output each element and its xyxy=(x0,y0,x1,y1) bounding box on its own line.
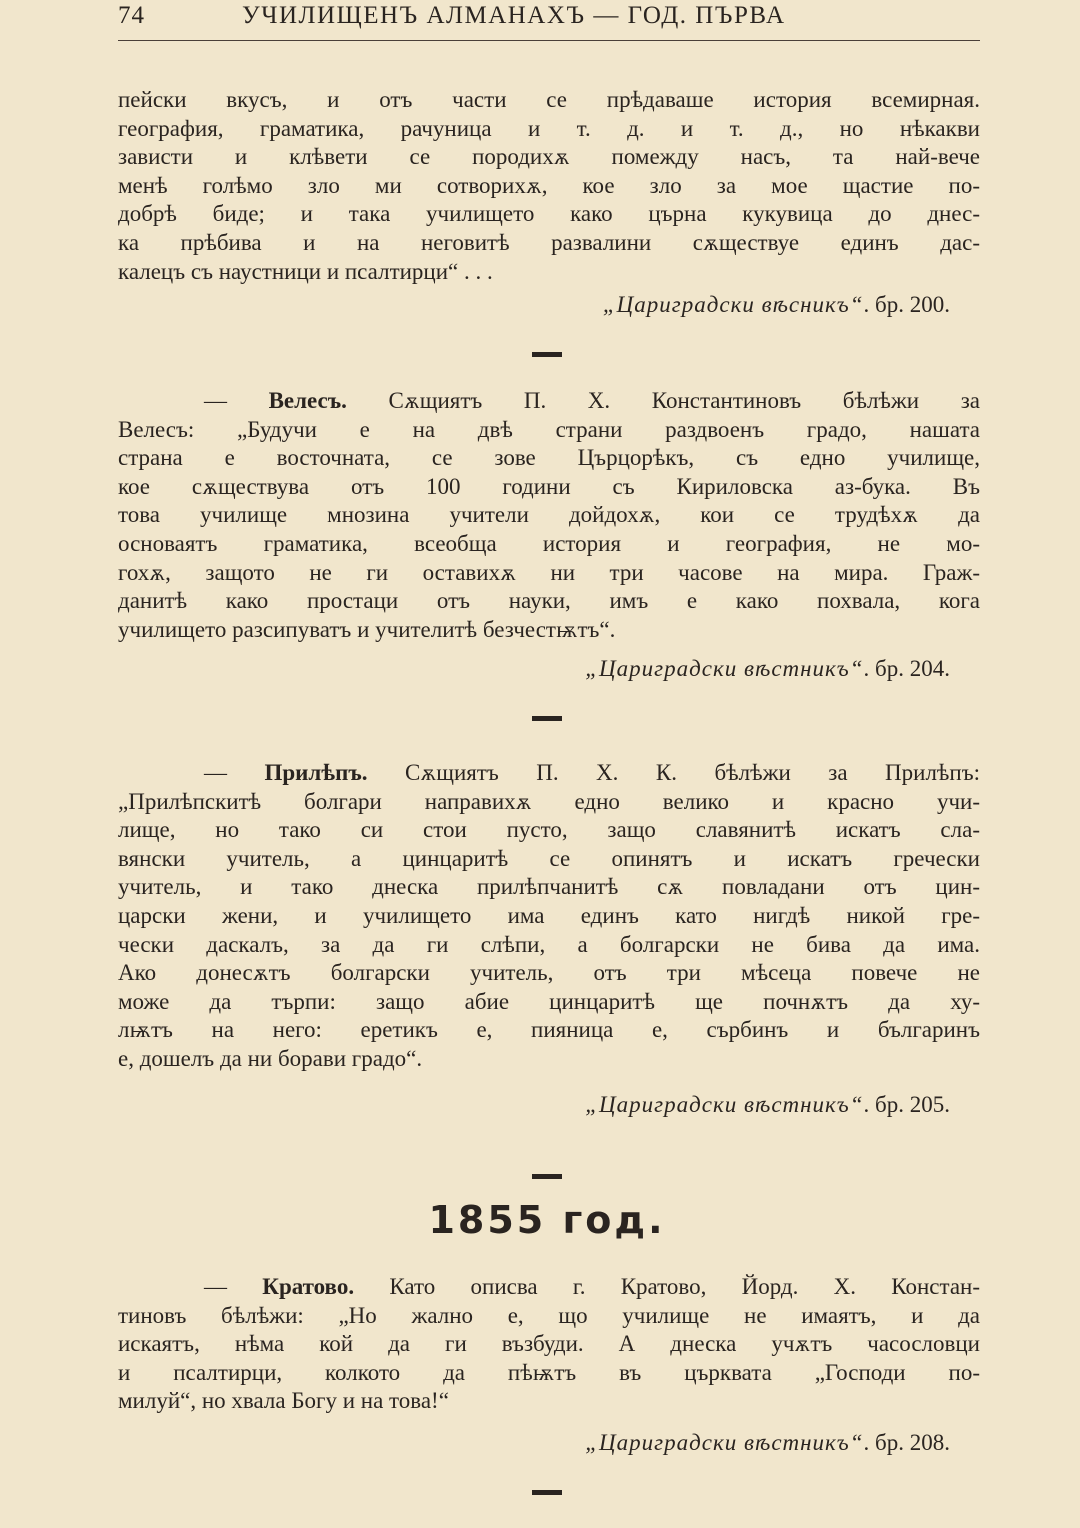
text-line: калецъ съ наустници и псалтирци“ . . . xyxy=(118,258,493,284)
page-number: 74 xyxy=(118,2,145,29)
entry-first-line xyxy=(118,387,980,416)
dash: — xyxy=(204,388,227,413)
source-citation xyxy=(585,656,950,682)
source-issue: . бр. 200. xyxy=(863,292,950,317)
text-line: училището разсипуватъ и учителитѣ безчестѭтъ“. xyxy=(118,616,616,642)
text-fragment: Сѫщиятъ П. Х. Константиновъ бѣлѣжи за xyxy=(346,388,980,413)
text-line: менѣ голѣмо зло ми сотворихѫ, кое зло за мое щастие по- xyxy=(118,172,980,198)
text-line: ка прѣбива и на неговитѣ развалини сѫществуе единъ дас- xyxy=(118,229,980,255)
page-header xyxy=(118,0,980,41)
entry-kratovo xyxy=(118,1273,980,1416)
text-line: и псалтирци, колкото да пѣѭтъ въ църквата „Господи по- xyxy=(118,1359,980,1385)
source-citation xyxy=(585,1092,950,1118)
section-divider xyxy=(532,352,562,357)
running-head: УЧИЛИЩЕНЪ АЛМАНАХЪ — ГОД. ПЪРВА xyxy=(242,2,786,29)
text-fragment: Сѫщиятъ П. Х. К. бѣлѣжи за Прилѣпъ: xyxy=(367,760,980,785)
source-issue: . бр. 204. xyxy=(863,656,950,681)
section-divider xyxy=(532,716,562,721)
text-line: тиновъ бѣлѣжи: „Но жално е, що училище не имаятъ, и да xyxy=(118,1302,980,1328)
text-line: може да търпи: защо абие цинцаритѣ ще почнѫтъ да ху- xyxy=(118,988,980,1014)
source-issue: . бр. 205. xyxy=(863,1092,950,1117)
text-line: милуй“, но хвала Богу и на това!“ xyxy=(118,1388,449,1414)
source-title: „Цариградски вѣсникъ“ xyxy=(602,292,864,317)
year-heading: 1855 год. xyxy=(428,1198,666,1242)
text-fragment: Като описва г. Кратово, Йорд. Х. Констан- xyxy=(354,1274,980,1299)
text-line: лѭтъ на него: еретикъ е, пияница е, сърбинъ и българинъ xyxy=(118,1017,980,1043)
entry-prilep xyxy=(118,759,980,1074)
source-citation xyxy=(603,292,950,318)
text-line: вянски учитель, а цинцаритѣ се опинятъ и искатъ гречески xyxy=(118,845,980,871)
place-name: Велесъ. xyxy=(268,388,347,413)
entry-veles xyxy=(118,387,980,644)
text-line: Ако донесѫтъ болгарски учитель, отъ три мѣсеца повече не xyxy=(118,960,980,986)
dash: — xyxy=(204,760,227,785)
source-title: „Цариградски вѣстникъ“ xyxy=(585,1092,864,1117)
text-line: това училище мнозина учители дойдохѫ, кои се трудѣхѫ да xyxy=(118,502,980,528)
entry-first-line xyxy=(118,1273,980,1302)
section-divider xyxy=(532,1490,562,1495)
place-name: Кратово. xyxy=(262,1274,355,1299)
section-divider xyxy=(532,1174,562,1179)
text-line: е, дошелъ да ни борави градо“. xyxy=(118,1045,423,1071)
text-line: гохѫ, защото не ги оставихѫ ни три часове на мира. Граж- xyxy=(118,559,980,585)
text-line: данитѣ како простаци отъ науки, имъ е како похвала, кога xyxy=(118,588,980,614)
text-line: зависти и клѣвети се породихѫ помежду насъ, та най-вече xyxy=(118,144,980,170)
text-line: лище, но тако си стои пусто, защо славянитѣ искатъ сла- xyxy=(118,817,980,843)
source-issue: . бр. 208. xyxy=(863,1430,950,1455)
text-line: учитель, и тако днеска прилѣпчанитѣ сѫ повладани отъ цин- xyxy=(118,874,980,900)
text-line: кое сѫществува отъ 100 години съ Кириловска аз-бука. Въ xyxy=(118,473,980,499)
paragraph-continuation xyxy=(118,86,980,286)
text-line: царски жени, и училището има единъ като нигдѣ никой гре- xyxy=(118,902,980,928)
text-line: чески даскалъ, за да ги слѣпи, а болгарски не бива да има. xyxy=(118,931,980,957)
source-title: „Цариградски вѣстникъ“ xyxy=(585,1430,864,1455)
source-title: „Цариградски вѣстникъ“ xyxy=(585,656,864,681)
text-line: искаятъ, нѣма кой да ги възбуди. А днеска учѫтъ часословци xyxy=(118,1331,980,1357)
entry-first-line xyxy=(118,759,980,788)
text-line: „Прилѣпскитѣ болгари направихѫ едно велико и красно учи- xyxy=(118,788,980,814)
text-line: Велесъ: „Будучи е на двѣ страни раздвоенъ градо, нашата xyxy=(118,416,980,442)
text-line: добрѣ биде; и така училището како църна кукувица до днес- xyxy=(118,201,980,227)
text-line: страна е восточната, се зове Църцорѣкъ, съ едно училище, xyxy=(118,445,980,471)
text-line: основаятъ граматика, всеобща история и география, не мо- xyxy=(118,530,980,556)
dash: — xyxy=(204,1274,227,1299)
text-line: география, граматика, рачуница и т. д. и т. д., но нѣкакви xyxy=(118,115,980,141)
text-line: пейски вкусъ, и отъ части се прѣдаваше история всемирная. xyxy=(118,87,980,112)
place-name: Прилѣпъ. xyxy=(264,760,368,785)
source-citation xyxy=(585,1430,950,1456)
